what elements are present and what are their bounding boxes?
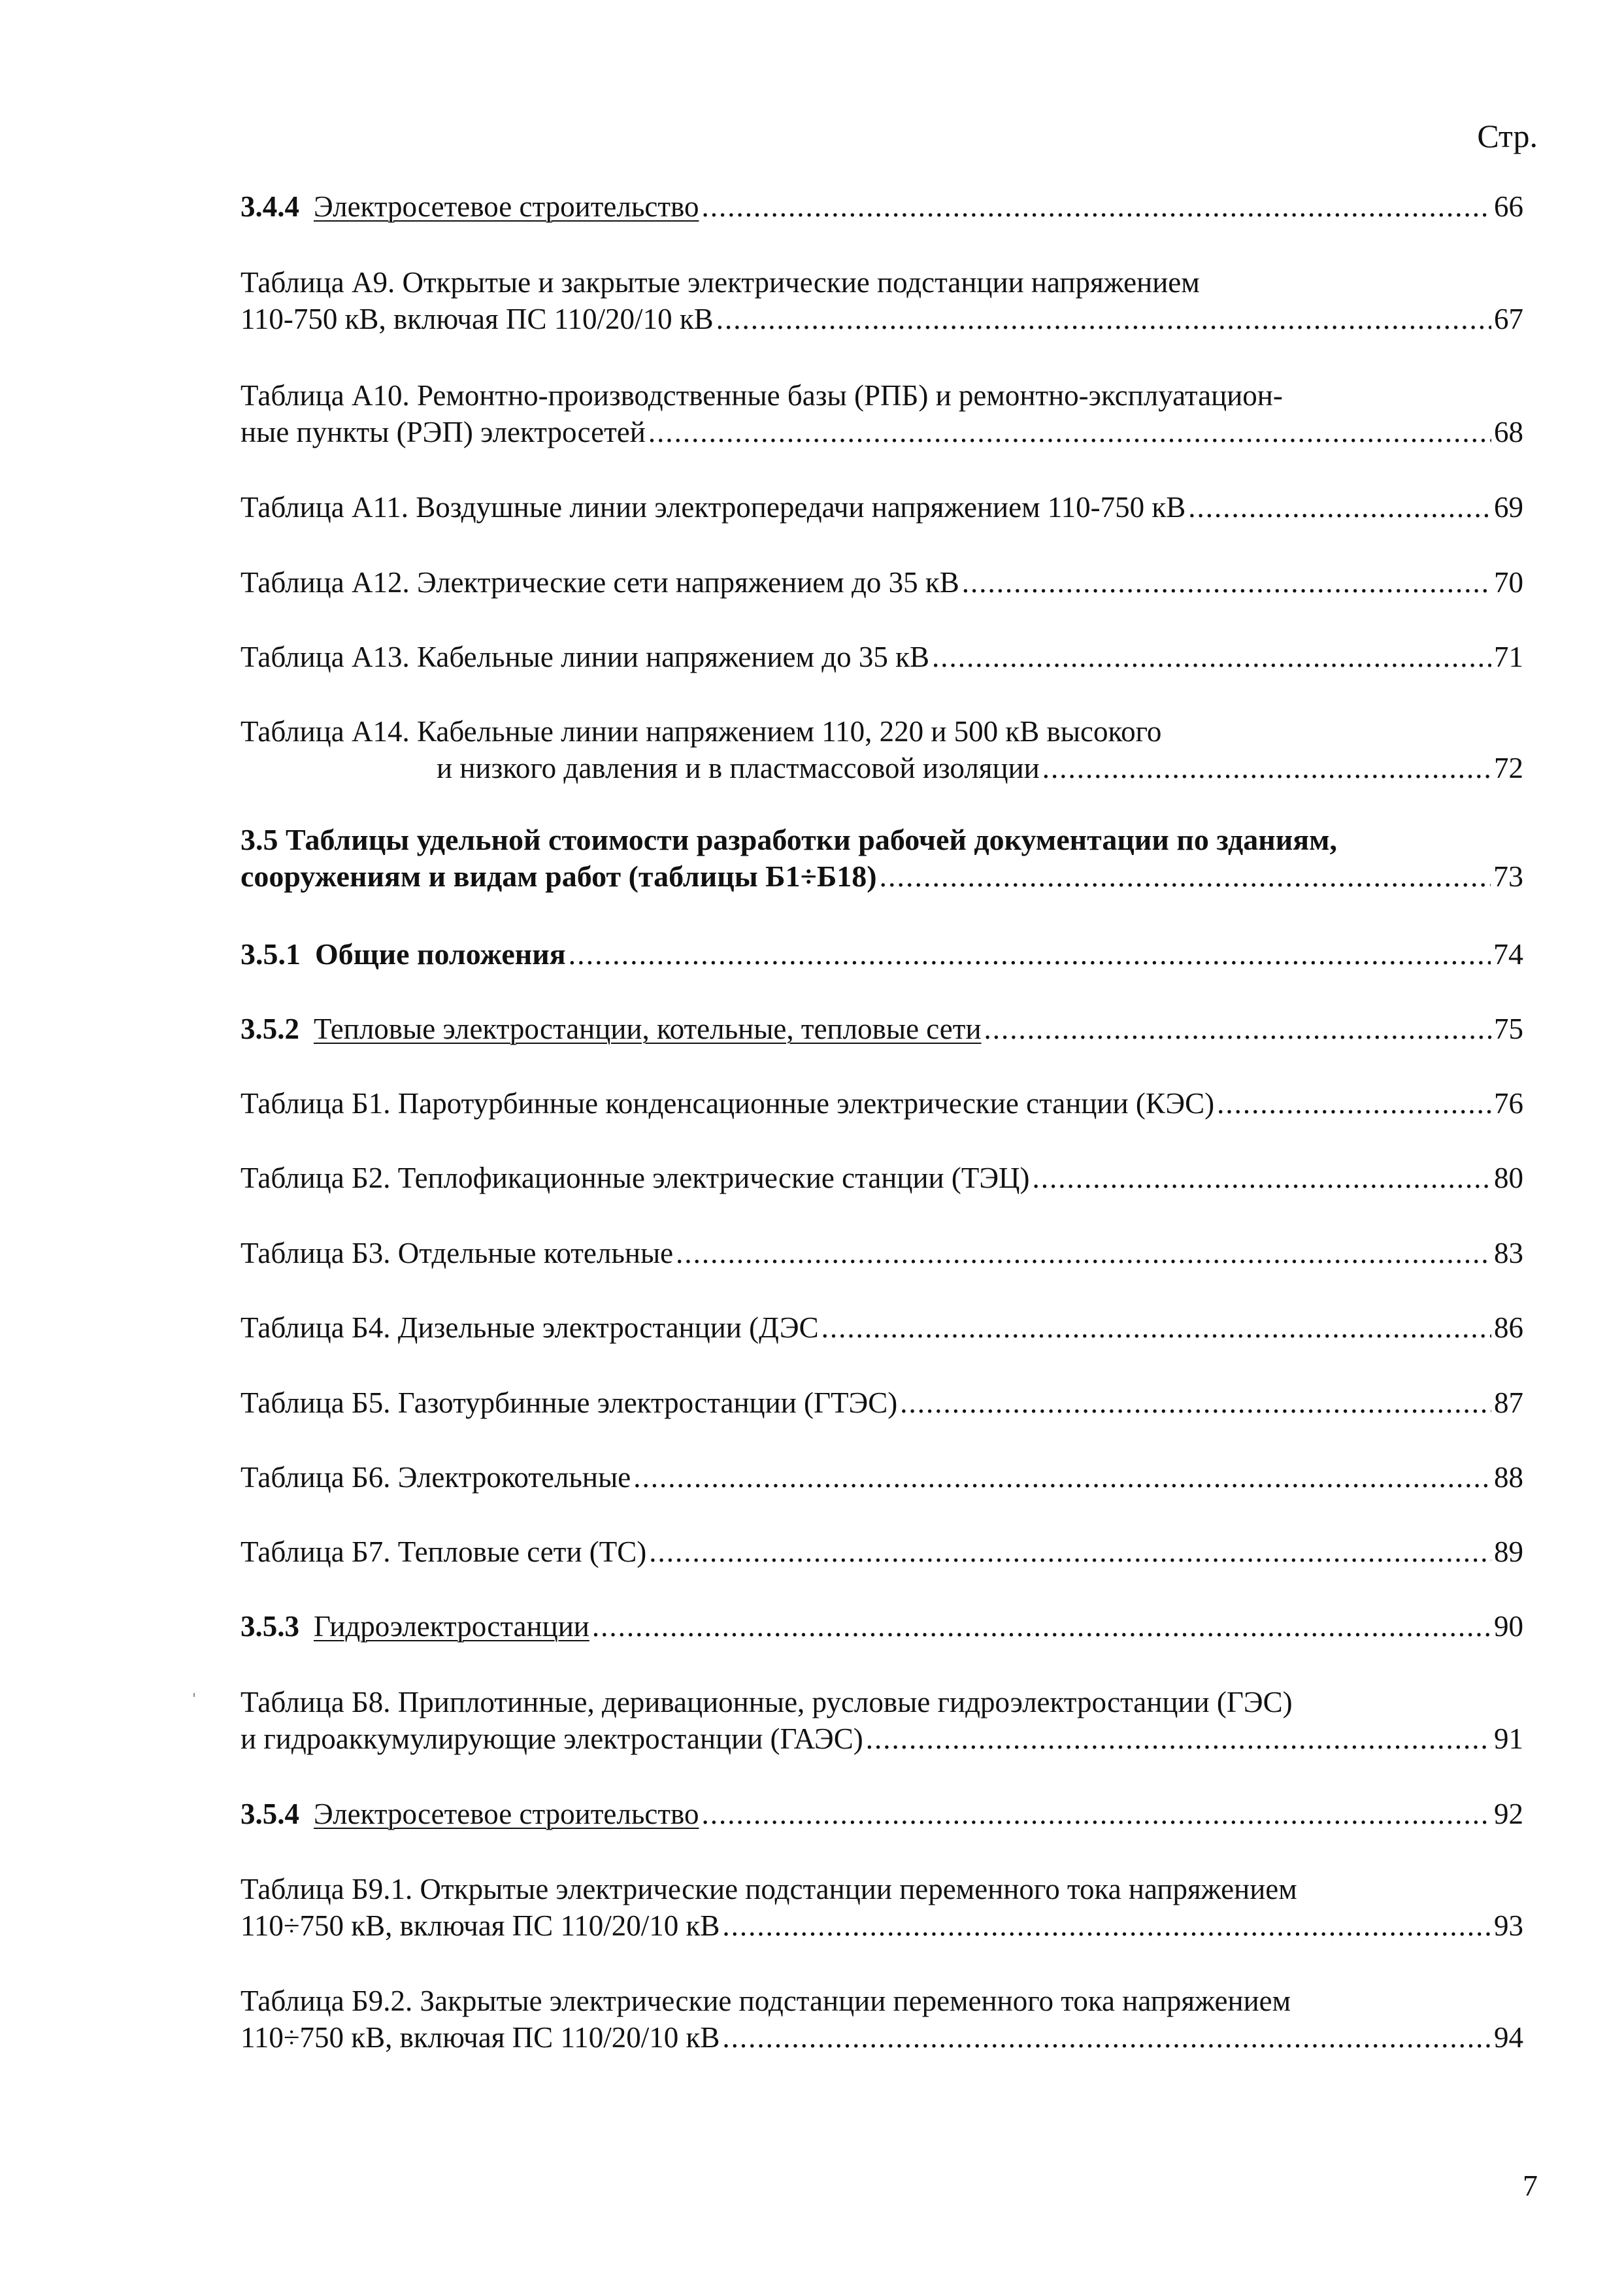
dot-leader [676, 1235, 1491, 1271]
toc-entry-table[interactable] [240, 1309, 1523, 1346]
dot-leader [569, 936, 1491, 973]
entry-title: Таблица Б5. Газотурбинные электростанции (ГТЭС) [240, 1386, 898, 1419]
page-ref: 73 [1493, 860, 1523, 893]
dot-leader [649, 1533, 1491, 1570]
dot-leader [648, 414, 1491, 450]
dot-leader [984, 1011, 1491, 1047]
entry-title: Таблица А12. Электрические сети напряжением до 35 кВ [240, 566, 959, 599]
entry-title-line-1: Таблица А9. Открытые и закрытые электрические подстанции напряжением [240, 266, 1200, 299]
toc-entry-table[interactable] [240, 1684, 1523, 1757]
page-ref: 90 [1494, 1610, 1523, 1643]
page-number: 7 [1523, 2169, 1538, 2202]
toc-entry-section[interactable] [240, 1011, 1523, 1047]
entry-title-line-2: 110÷750 кВ, включая ПС 110/20/10 кВ [240, 2021, 720, 2054]
dot-leader [701, 1796, 1491, 1832]
page-ref: 87 [1494, 1386, 1523, 1419]
toc-entry-table[interactable] [240, 713, 1523, 786]
toc-entry-table[interactable] [240, 1160, 1523, 1196]
toc-entry-table[interactable] [240, 1384, 1523, 1421]
page-ref: 91 [1494, 1722, 1523, 1755]
dot-leader [1188, 489, 1491, 526]
page-ref: 92 [1494, 1798, 1523, 1830]
page-ref: 93 [1494, 1909, 1523, 1942]
dot-leader [932, 639, 1491, 675]
dot-leader [1042, 750, 1491, 786]
dot-leader [716, 301, 1491, 337]
page-ref: 72 [1494, 752, 1523, 784]
scan-mark [193, 1693, 195, 1697]
entry-title-line-1: Таблица А10. Ремонтно-производственные базы (РПБ) и ремонтно-эксплуатацион- [240, 379, 1283, 412]
entry-title-line-2: 110-750 кВ, включая ПС 110/20/10 кВ [240, 303, 714, 335]
page-ref: 89 [1494, 1535, 1523, 1568]
section-number: 3.5.4 [240, 1798, 299, 1830]
page-ref: 80 [1494, 1162, 1523, 1194]
dot-leader [821, 1309, 1491, 1346]
entry-title-line-2: и гидроаккумулирующие электростанции (ГАЭС) [240, 1722, 863, 1755]
page-ref: 66 [1494, 190, 1523, 223]
page-ref: 75 [1494, 1013, 1523, 1045]
entry-title-line-2: 110÷750 кВ, включая ПС 110/20/10 кВ [240, 1909, 720, 1942]
toc-entry-table[interactable] [240, 1085, 1523, 1122]
toc-entry-section[interactable] [240, 1796, 1523, 1832]
entry-title: Таблица Б4. Дизельные электростанции (ДЭС [240, 1311, 819, 1344]
section-number: 3.5.1 [240, 937, 301, 971]
section-title: Гидроэлектростанции [314, 1610, 589, 1643]
page-ref: 74 [1493, 937, 1523, 971]
entry-title-line-2: ные пункты (РЭП) электросетей [240, 416, 646, 448]
toc-entry-table[interactable] [240, 264, 1523, 337]
entry-title-line-2: и низкого давления и в пластмассовой изоляции [437, 752, 1040, 784]
entry-title: Таблица А11. Воздушные линии электропередачи напряжением 110-750 кВ [240, 491, 1186, 524]
dot-leader [722, 1907, 1491, 1944]
entry-title: Таблица Б1. Паротурбинные конденсационные электрические станции (КЭС) [240, 1087, 1215, 1120]
section-title: Электросетевое строительство [314, 1798, 699, 1830]
dot-leader [701, 188, 1491, 225]
dot-leader [633, 1459, 1491, 1496]
page-ref: 68 [1494, 416, 1523, 448]
section-title: Тепловые электростанции, котельные, тепловые сети [314, 1013, 982, 1045]
dot-leader [592, 1608, 1491, 1645]
entry-title-line-1: Таблица Б9.1. Открытые электрические подстанции переменного тока напряжением [240, 1873, 1297, 1905]
page-ref: 67 [1494, 303, 1523, 335]
page-ref: 71 [1494, 641, 1523, 673]
dot-leader [1033, 1160, 1491, 1196]
section-number: 3.4.4 [240, 190, 299, 223]
toc-entry-table[interactable] [240, 639, 1523, 675]
toc-entry-table[interactable] [240, 1983, 1523, 2056]
entry-title: Таблица Б3. Отдельные котельные [240, 1237, 674, 1269]
toc-entry-chapter[interactable] [240, 822, 1523, 895]
entry-title-line-1: Таблица Б9.2. Закрытые электрические подстанции переменного тока напряжением [240, 1985, 1291, 2017]
entry-title-line-1: 3.5 Таблицы удельной стоимости разработки рабочей документации по зданиям, [240, 823, 1337, 856]
toc-entry-table[interactable] [240, 489, 1523, 526]
dot-leader [722, 2019, 1491, 2056]
page-ref: 69 [1494, 491, 1523, 524]
page-ref: 86 [1494, 1311, 1523, 1344]
toc-entry-section[interactable] [240, 1608, 1523, 1645]
page-ref: 94 [1494, 2021, 1523, 2054]
section-title: Общие положения [315, 937, 566, 971]
toc-entry-section[interactable] [240, 188, 1523, 225]
toc-entry-section[interactable] [240, 936, 1523, 973]
entry-title-line-1: Таблица Б8. Приплотинные, деривационные, русловые гидроэлектростанции (ГЭС) [240, 1686, 1293, 1718]
dot-leader [900, 1384, 1491, 1421]
entry-title-line-1: Таблица А14. Кабельные линии напряжением 110, 220 и 500 кВ высокого [240, 715, 1162, 748]
entry-title: Таблица Б7. Тепловые сети (ТС) [240, 1535, 647, 1568]
entry-title: Таблица Б6. Электрокотельные [240, 1461, 631, 1494]
toc-entry-table[interactable] [240, 1459, 1523, 1496]
page-ref: 83 [1494, 1237, 1523, 1269]
page-ref: 76 [1494, 1087, 1523, 1120]
toc-entry-table[interactable] [240, 1235, 1523, 1271]
page-column-label: Стр. [1477, 118, 1538, 154]
entry-title: Таблица Б2. Теплофикационные электрические станции (ТЭЦ) [240, 1162, 1030, 1194]
toc-entry-table[interactable] [240, 564, 1523, 601]
page-ref: 88 [1494, 1461, 1523, 1494]
toc-entry-table[interactable] [240, 377, 1523, 450]
page-ref: 70 [1494, 566, 1523, 599]
entry-title: Таблица А13. Кабельные линии напряжением до 35 кВ [240, 641, 930, 673]
dot-leader [962, 564, 1491, 601]
section-number: 3.5.3 [240, 1610, 299, 1643]
section-number: 3.5.2 [240, 1013, 299, 1045]
dot-leader [880, 858, 1491, 895]
section-title: Электросетевое строительство [314, 190, 699, 223]
toc-entry-table[interactable] [240, 1871, 1523, 1944]
entry-title-line-2: сооружениям и видам работ (таблицы Б1÷Б18) [240, 860, 877, 893]
toc-entry-table[interactable] [240, 1533, 1523, 1570]
dot-leader [1217, 1085, 1491, 1122]
dot-leader [866, 1720, 1491, 1757]
